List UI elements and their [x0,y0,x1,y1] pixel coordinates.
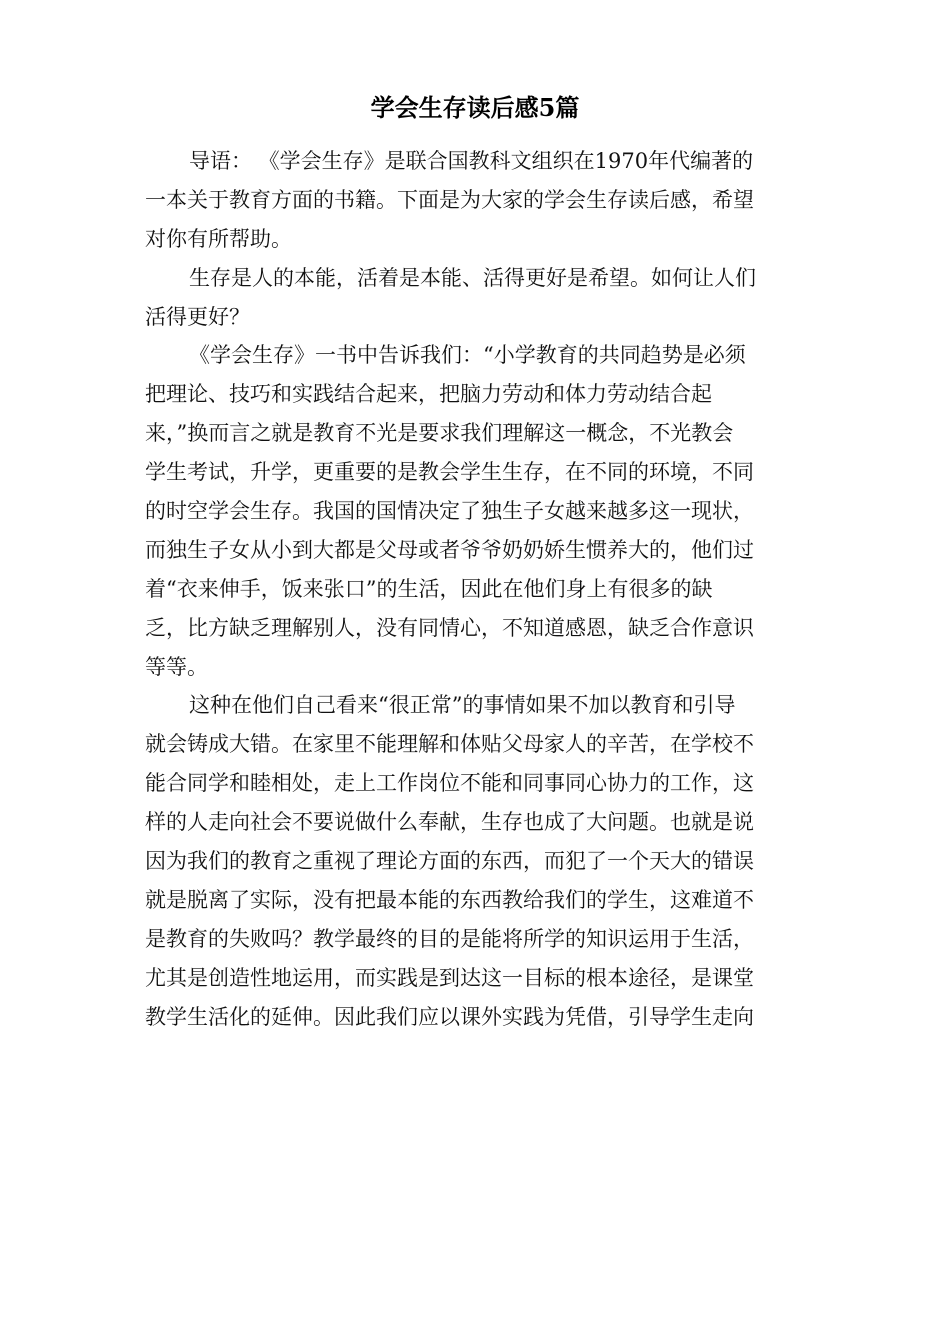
paragraph-line: 导语： 《学会生存》是联合国教科文组织在1970年代编著的 [189,149,754,173]
paragraph-line: 教学生活化的延伸。因此我们应以课外实践为凭借，引导学生走向 [145,1004,754,1029]
paragraph-line: 这种在他们自己看来“很正常”的事情如果不加以教育和引导 [189,693,736,718]
document-body [145,142,805,1036]
paragraph-survival [145,259,805,337]
paragraph-line: 样的人走向社会不要说做什么奉献，生存也成了大问题。也就是说 [145,810,754,835]
paragraph-line: 对你有所帮助。 [145,226,292,251]
paragraph-line: 学生考试，升学，更重要的是教会学生生存，在不同的环境，不同 [145,460,754,485]
paragraph-line: 等等。 [145,654,208,679]
paragraph-intro [145,142,805,259]
paragraph-education [145,686,805,1036]
paragraph-line: 活得更好？ [145,304,250,329]
paragraph-line: 一本关于教育方面的书籍。下面是为大家的学会生存读后感，希望 [145,187,754,212]
paragraph-line: 生存是人的本能，活着是本能、活得更好是希望。如何让人们 [189,265,756,290]
paragraph-line: 是教育的失败吗？教学最终的目的是能将所学的知识运用于生活， [145,926,754,951]
paragraph-line: 《学会生存》一书中告诉我们：“小学教育的共同趋势是必须 [189,343,746,368]
paragraph-line: 乏，比方缺乏理解别人，没有同情心，不知道感恩，缺乏合作意识 [145,615,754,640]
paragraph-line: 着“衣来伸手，饭来张口”的生活，因此在他们身上有很多的缺 [145,576,713,601]
paragraph-line: 来，”换而言之就是教育不光是要求我们理解这一概念，不光教会 [145,421,734,446]
paragraph-line: 的时空学会生存。我国的国情决定了独生子女越来越多这一现状， [145,499,754,524]
paragraph-line: 能合同学和睦相处，走上工作岗位不能和同事同心协力的工作，这 [145,771,754,796]
document-title: 学会生存读后感5篇 [370,93,580,122]
paragraph-line: 尤其是创造性地运用，而实践是到达这一目标的根本途径，是课堂 [145,965,754,990]
paragraph-line: 就是脱离了实际，没有把最本能的东西教给我们的学生，这难道不 [145,887,754,912]
paragraph-line: 因为我们的教育之重视了理论方面的东西，而犯了一个天大的错误 [145,849,754,874]
paragraph-line: 就会铸成大错。在家里不能理解和体贴父母家人的辛苦，在学校不 [145,732,754,757]
paragraph-line: 把理论、技巧和实践结合起来，把脑力劳动和体力劳动结合起 [145,382,712,407]
paragraph-line: 而独生子女从小到大都是父母或者爷爷奶奶娇生惯养大的，他们过 [145,537,754,562]
paragraph-book-quote [145,336,805,686]
